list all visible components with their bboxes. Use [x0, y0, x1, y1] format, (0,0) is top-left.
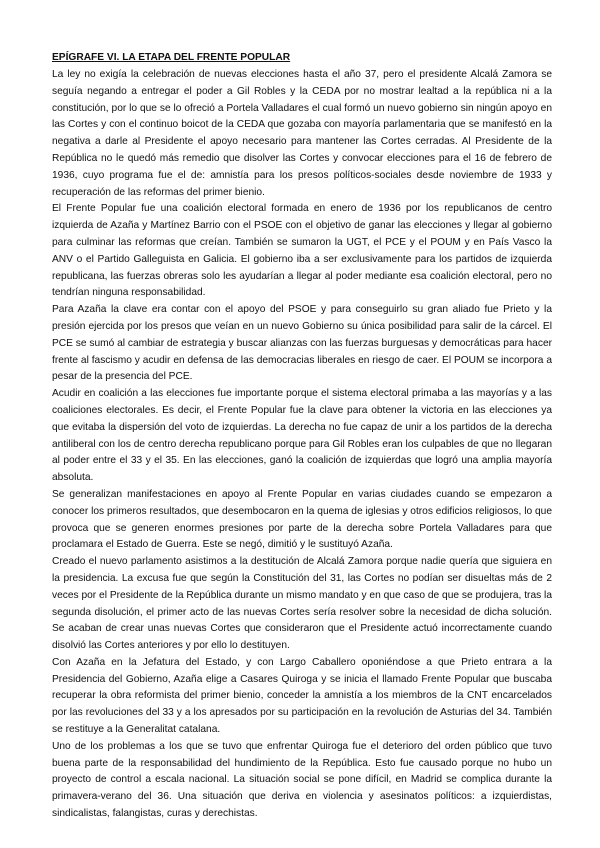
paragraph-4: Acudir en coalición a las elecciones fue importante porque el sistema electoral primaba a las mayorías y a las coaliciones electorales. Es decir, el Frente Popular fue la clave para obtener la victoria en las elecciones ya que evitaba la dispersión del voto de izquierdas. La derecha no fue capaz de unir a los partidos de la derecha antiliberal con los de centro derecha republicano porque para Gil Robles eran los culpables de que no llegaran al poder entre el 33 y el 35. En las elecciones, ganó la coalición de izquierdas que logró una amplia mayoría absoluta. — [52, 388, 552, 484]
paragraph-1: La ley no exigía la celebración de nuevas elecciones hasta el año 37, pero el presidente Alcalá Zamora se seguía negando a entregar el poder a Gil Robles y la CEDA por no mostrar lealtad a la república ni a la constitución, por lo que se lo ofreció a Portela Valladares el cual formó un nuevo gobierno sin ningún apoyo en las Cortes y con el continuo boicot de la CEDA que gozaba con mayoría parlamentaria que se manifestó en la negativa a darle al Presidente el apoyo necesario para mantener las Cortes cerradas. Al Presidente de la República no le quedó más remedio que disolver las Cortes y convocar elecciones para el 16 de febrero de 1936, cuyo programa fue el de: amnistía para los presos políticos-sociales desde noviembre de 1933 y recuperación de las reformas del primer bienio. — [52, 69, 552, 198]
paragraph-5: Se generalizan manifestaciones en apoyo al Frente Popular en varias ciudades cuando se empezaron a conocer los primeros resultados, que desembocaron en la quema de iglesias y otros edificios religiosos, lo que provoca que se generen enormes presiones por parte de la derecha sobre Portela Valladares para que proclamara el Estado de Guerra. Este se negó, dimitió y le sustituyó Azaña. — [52, 488, 552, 551]
paragraph-6: Creado el nuevo parlamento asistimos a la destitución de Alcalá Zamora porque nadie quería que siguiera en la presidencia. La excusa fue que según la Constitución del 31, las Cortes no podían ser disueltas más de 2 veces por el Presidente de la República durante un mismo mandato y en que caso de que se produjera, tras la segunda disolución, el primer acto de las nuevas Cortes sería resolver sobre la necesidad de dicha solución. Se acaban de crear unas nuevas Cortes que consideraron que el Presidente actuó incorrectamente cuando disolvió las Cortes anteriores y por ello lo destituyen. — [52, 556, 552, 652]
paragraph-8: Uno de los problemas a los que se tuvo que enfrentar Quiroga fue el deterioro del orden público que tuvo buena parte de la responsabilidad del hundimiento de la República. Esto fue causado porque no hubo un proyecto de control a escala nacional. La situación social se pone difícil, en Madrid se complica durante la primavera-verano del 36. Una situación que deriva en violencia y asesinatos políticos: a izquierdistas, sindicalistas, falangistas, curas y derechistas. — [52, 740, 552, 820]
paragraph-2: El Frente Popular fue una coalición electoral formada en enero de 1936 por los republicanos de centro izquierda de Azaña y Martínez Barrio con el PSOE con el objetivo de ganar las elecciones y llegar al gobierno para culminar las reformas que creían. También se sumaron la UGT, el PCE y el POUM y en País Vasco la ANV o el Partido Galleguista en Galicia. El gobierno iba a ser exclusivamente para los partidos de izquierda republicana, las fuerzas obreras solo les ayudarían a llegar al poder mediante esa coalición electoral, pero no tendrían ninguna responsabilidad. — [52, 203, 552, 299]
paragraph-7: Con Azaña en la Jefatura del Estado, y con Largo Caballero oponiéndose a que Prieto entrara a la Presidencia del Gobierno, Azaña elige a Casares Quiroga y se inicia el llamado Frente Popular que buscaba recuperar la obra reformista del primer bienio, conceder la amnistía a los miembros de la CNT encarcelados por las revoluciones del 33 y a los apresados por su participación en la revolución de Asturias del 34. También se restituye a la Generalitat catalana. — [52, 656, 552, 736]
paragraph-3: Para Azaña la clave era contar con el apoyo del PSOE y para conseguirlo su gran aliado fue Prieto y la presión ejercida por los presos que veían en un nuevo Gobierno su única posibilidad para salir de la cárcel. El PCE se sumó al cambiar de estrategia y buscar alianzas con las fuerzas burguesas y democráticas para hacer frente al fascismo y acudir en defensa de las democracias liberales en riesgo de caer. El POUM se incorpora a pesar de la presencia del PCE. — [52, 304, 552, 383]
document-title: EPÍGRAFE VI. LA ETAPA DEL FRENTE POPULAR — [52, 52, 291, 63]
document-page — [52, 50, 552, 823]
